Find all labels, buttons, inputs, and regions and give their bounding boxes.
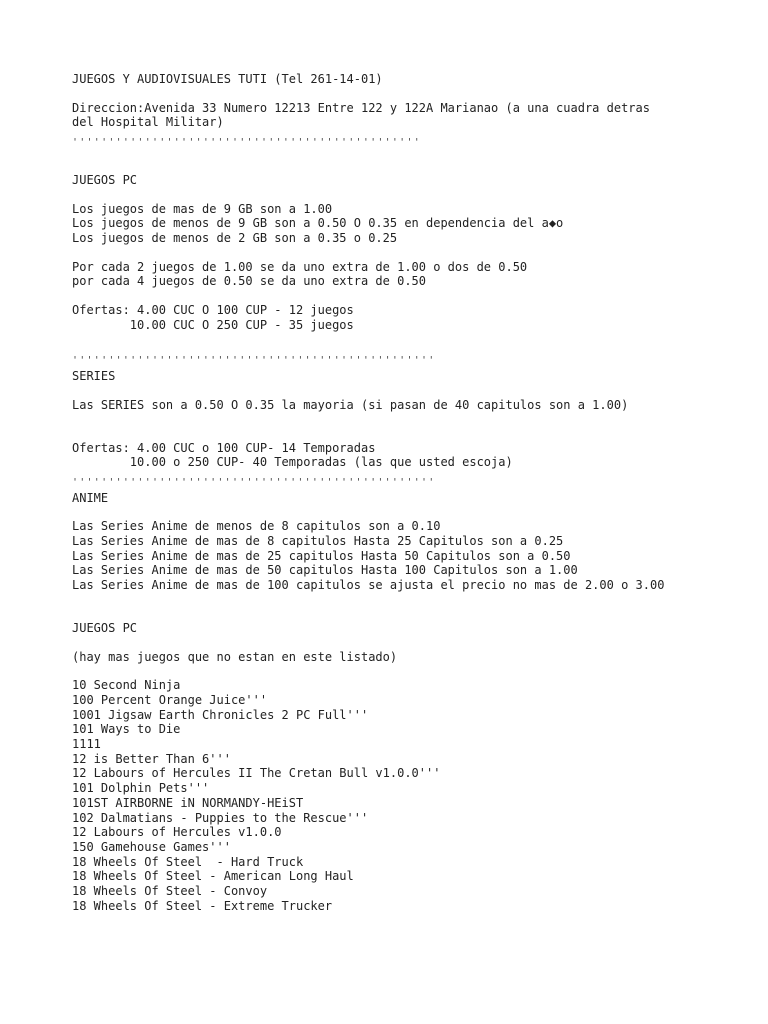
address-line-1: Direccion:Avenida 33 Numero 12213 Entre 122 y 122A Marianao (a una cuadra detras [72, 100, 650, 115]
list-item: 150 Gamehouse Games''' [72, 839, 231, 854]
list-item: 18 Wheels Of Steel - American Long Haul [72, 869, 354, 884]
pc-offer: Ofertas: 4.00 CUC O 100 CUP - 12 juegos [72, 303, 354, 318]
anime-price-rule: Las Series Anime de menos de 8 capitulos son a 0.10 [72, 519, 441, 534]
list-item: 10 Second Ninja [72, 678, 181, 693]
list-item: 18 Wheels Of Steel - Extreme Trucker [72, 898, 333, 913]
pc-price-rule: Los juegos de mas de 9 GB son a 1.00 [72, 201, 333, 216]
list-item: 102 Dalmatians - Puppies to the Rescue''' [72, 810, 369, 825]
list-item: 101 Ways to Die [72, 722, 181, 737]
list-item: 101 Dolphin Pets''' [72, 781, 210, 796]
document-page [72, 72, 752, 913]
games-list [72, 678, 752, 913]
anime-price-rule: Las Series Anime de mas de 25 capitulos Hasta 50 Capitulos son a 0.50 [72, 548, 571, 563]
list-item: 12 is Better Than 6''' [72, 751, 231, 766]
list-item: 12 Labours of Hercules II The Cretan Bull v1.0.0''' [72, 766, 441, 781]
address-line-2: del Hospital Militar) [72, 115, 224, 130]
list-item: 1001 Jigsaw Earth Chronicles 2 PC Full''' [72, 707, 369, 722]
document-title: JUEGOS Y AUDIOVISUALES TUTI (Tel 261-14-01) [72, 72, 383, 86]
anime-price-rule: Las Series Anime de mas de 100 capitulos se ajusta el precio no mas de 2.00 o 3.00 [72, 578, 665, 593]
anime-heading: ANIME [72, 490, 109, 505]
pc-prices-heading: JUEGOS PC [72, 172, 138, 187]
anime-price-rule: Las Series Anime de mas de 50 capitulos Hasta 100 Capitulos son a 1.00 [72, 563, 578, 578]
list-item: 1111 [72, 737, 101, 752]
pc-bonus-rule: por cada 4 juegos de 0.50 se da uno extra de 0.50 [72, 274, 427, 289]
games-list-note: (hay mas juegos que no estan en este listado) [72, 649, 398, 664]
pc-price-rule: Los juegos de menos de 2 GB son a 0.35 o 0.25 [72, 230, 398, 245]
list-item: 18 Wheels Of Steel - Convoy [72, 884, 268, 899]
pc-offer: 10.00 CUC O 250 CUP - 35 juegos [72, 317, 354, 332]
series-offer: 10.00 o 250 CUP- 40 Temporadas (las que usted escoja) [72, 455, 513, 470]
list-item: 12 Labours of Hercules v1.0.0 [72, 825, 282, 840]
separator-line: '''''''''''''''''''''''''''''''''''''''''''''''''' [72, 355, 436, 367]
list-item: 101ST AIRBORNE iN NORMANDY-HEiST [72, 795, 304, 810]
separator-line: '''''''''''''''''''''''''''''''''''''''''''''''''' [72, 476, 436, 488]
pc-bonus-rule: Por cada 2 juegos de 1.00 se da uno extra de 1.00 o dos de 0.50 [72, 259, 528, 274]
separator-line: '''''''''''''''''''''''''''''''''''''''''''''''' [72, 137, 421, 149]
pc-price-rule: Los juegos de menos de 9 GB son a 0.50 O 0.35 en dependencia del a◆o [72, 216, 564, 231]
series-price-rule: Las SERIES son a 0.50 O 0.35 la mayoria (si pasan de 40 capitulos son a 1.00) [72, 397, 629, 412]
list-item: 100 Percent Orange Juice''' [72, 692, 268, 707]
series-heading: SERIES [72, 369, 116, 384]
games-list-heading: JUEGOS PC [72, 620, 138, 635]
series-offer: Ofertas: 4.00 CUC o 100 CUP- 14 Temporadas [72, 440, 376, 455]
list-item: 18 Wheels Of Steel - Hard Truck [72, 854, 304, 869]
anime-price-rule: Las Series Anime de mas de 8 capitulos Hasta 25 Capitulos son a 0.25 [72, 534, 564, 549]
